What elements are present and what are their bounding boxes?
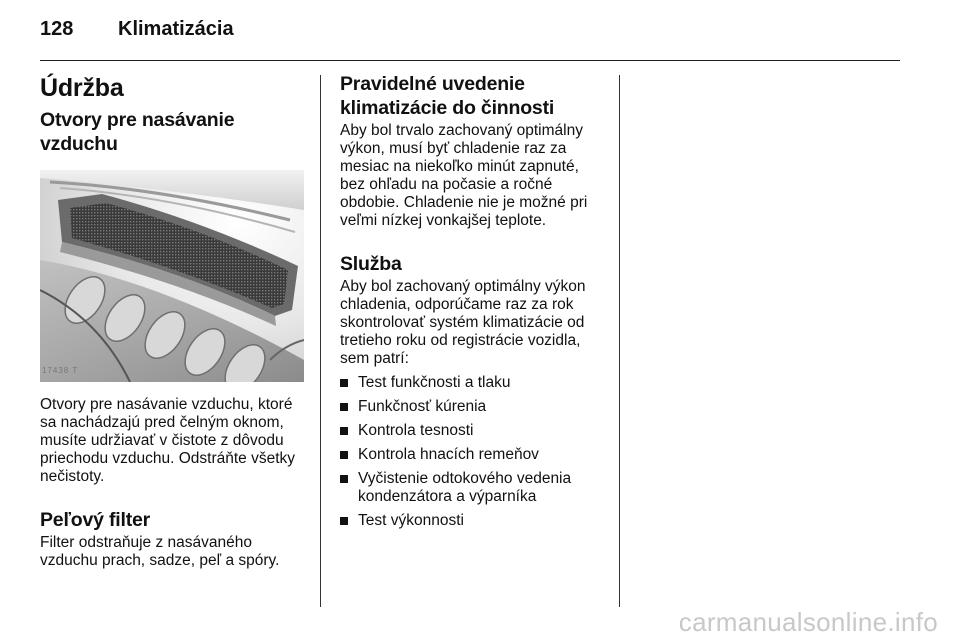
list-item: Vyčistenie odtokového vedenia kondenzátora a výparníka [340, 470, 602, 506]
bullet-square-icon [340, 379, 348, 387]
list-item: Funkčnosť kúrenia [340, 398, 602, 416]
air-intake-paragraph: Otvory pre nasávanie vzduchu, ktoré sa nachádzajú pred čelným oknom, musíte udržiavať v čistote z dôvodu priechodu vzduchu. Odstráňte všetky nečistoty. [40, 396, 296, 485]
service-paragraph: Aby bol zachovaný optimálny výkon chladenia, odporúčame raz za rok skontrolovať systém klimatizácie od tretieho roku od registrácie vozidla, sem patrí: [340, 278, 586, 367]
service-checklist [340, 374, 602, 530]
left-column [40, 72, 308, 570]
chapter-title: Klimatizácia [118, 18, 234, 40]
column-divider-1 [320, 75, 321, 607]
bullet-square-icon [340, 451, 348, 459]
column-divider-2 [619, 75, 620, 607]
list-item: Test funkčnosti a tlaku [340, 374, 602, 392]
list-item: Kontrola tesnosti [340, 422, 602, 440]
heading-service: Služba [340, 253, 402, 275]
middle-column [340, 72, 602, 536]
subheading-air-intake: Otvory pre nasávanie vzduchu [40, 109, 235, 155]
bullet-square-icon [340, 475, 348, 483]
watermark: carmanualsonline.info [678, 607, 938, 637]
bullet-square-icon [340, 427, 348, 435]
page-number: 128 [40, 18, 74, 40]
bullet-square-icon [340, 517, 348, 525]
pollen-filter-paragraph: Filter odstraňuje z nasávaného vzduchu prach, sadze, peľ a spóry. [40, 534, 280, 569]
air-intake-illustration [40, 170, 304, 382]
heading-regular-operation: Pravidelné uvedenie klimatizácie do činnosti [340, 73, 555, 119]
subheading-pollen-filter: Peľový filter [40, 509, 151, 531]
section-heading-maintenance: Údržba [40, 74, 124, 102]
list-item: Kontrola hnacích remeňov [340, 446, 602, 464]
figure-number: 17438 T [42, 366, 79, 375]
header-rule [40, 60, 900, 61]
list-item: Test výkonnosti [340, 512, 602, 530]
regular-operation-paragraph: Aby bol trvalo zachovaný optimálny výkon, musí byť chladenie raz za mesiac na niekoľko minút zapnuté, bez ohľadu na počasie a ročné obdobie. Chladenie nie je možné pri veľmi nízkej vonkajšej teplote. [340, 122, 588, 229]
bullet-square-icon [340, 403, 348, 411]
